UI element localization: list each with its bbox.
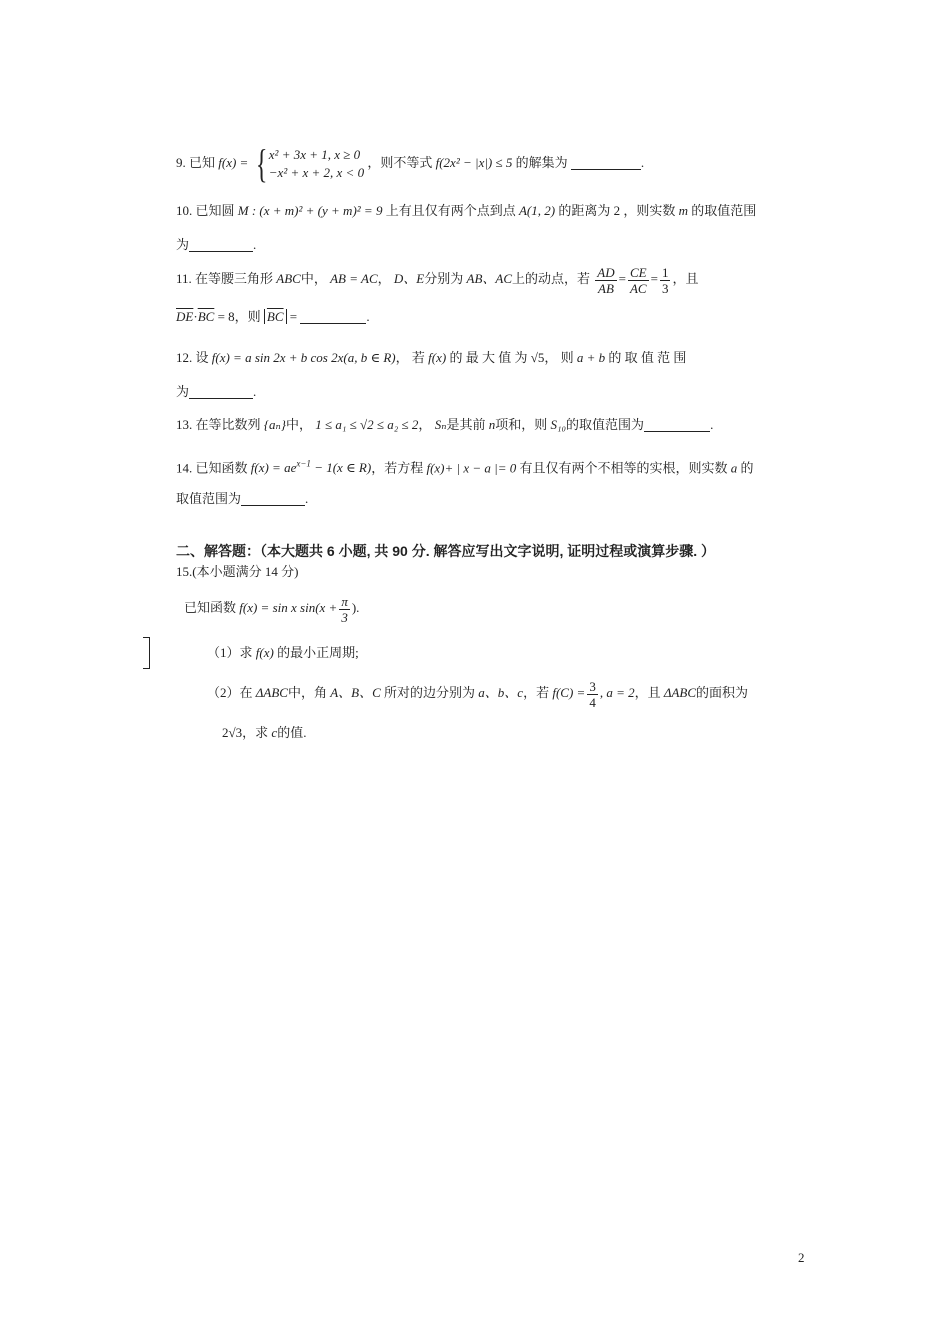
answer-blank xyxy=(300,309,366,324)
q15-triangle: ΔABC xyxy=(255,685,288,700)
section-heading-text: 二、解答题：（本大题共 6 小题, 共 90 分. 解答应写出文字说明, 证明过程或演算步骤. ） xyxy=(176,543,716,559)
q11-vector-de: $\overline{DE}$ xyxy=(176,309,194,324)
question-13 xyxy=(176,416,713,434)
question-15-header xyxy=(176,563,298,581)
q11-text-4: 分别为 xyxy=(424,271,464,286)
q13-sn: Sₙ xyxy=(434,417,447,432)
q10-line2-text: 为 xyxy=(176,237,190,252)
q15-var-c: c xyxy=(271,725,278,740)
q15-part1-text-2: 的最小正周期; xyxy=(277,645,359,660)
q13-text-3: ， xyxy=(418,417,432,432)
question-15-stem xyxy=(184,591,359,625)
q11-segments: AB、AC xyxy=(466,271,513,286)
q12-function: f(x) = a sin 2x + b cos 2x(a, b ∈ R) xyxy=(211,350,396,365)
q10-var: m xyxy=(678,203,688,218)
q11-dot: · xyxy=(193,309,198,324)
q9-inequality: f(2x² − |x|) ≤ 5 xyxy=(435,155,513,170)
q14-line2-text: 取值范围为 xyxy=(176,491,242,506)
q10-end: . xyxy=(253,237,257,252)
question-11-line-2 xyxy=(176,308,370,326)
q15-fc-fraction: $\frac{3}{4}$ xyxy=(589,678,596,710)
q12-text-4: ， 则 xyxy=(544,350,574,365)
q9-piecewise xyxy=(252,141,365,187)
q13-text-5: 项和，则 xyxy=(495,417,548,432)
q14-function: $f(x) = ae^{x-1} - 1(x$ ∈ R) xyxy=(250,459,372,476)
question-11-line-1 xyxy=(176,263,698,296)
q10-text-5: 的取值范围 xyxy=(691,203,757,218)
q15-stem-text: 已知函数 xyxy=(184,600,237,615)
question-15-part-2 xyxy=(207,676,748,710)
section-heading xyxy=(176,542,715,560)
q15-area-value: 2√3 xyxy=(222,725,243,740)
q11-text-6: ，且 xyxy=(672,271,699,286)
q12-fx: f(x) xyxy=(428,350,447,365)
q15-part2-text-4: ，若 xyxy=(523,685,550,700)
question-10-line-1 xyxy=(176,202,756,220)
q13-end: . xyxy=(710,417,714,432)
q15-pi-fraction: $\frac{\pi}{3}$ xyxy=(341,593,348,625)
q15-part1-text: （1）求 xyxy=(207,645,253,660)
q15-angles: A、B、C xyxy=(330,685,381,700)
q13-sequence: {aₙ} xyxy=(263,417,286,432)
question-12-line-2 xyxy=(176,383,256,401)
q9-text-3: 的解集为 xyxy=(515,155,568,170)
q11-eq: = xyxy=(289,309,298,324)
q13-text-2: 中， xyxy=(285,417,312,432)
q14-var: a xyxy=(730,460,738,476)
q11-fraction-2: $\frac{CE}{AC}$ xyxy=(629,264,647,296)
q12-end: . xyxy=(253,384,257,399)
q9-end: . xyxy=(640,155,645,170)
q15-line3-text: ，求 xyxy=(242,725,269,740)
brace-icon: { xyxy=(255,141,267,187)
q11-text-3: ， xyxy=(377,271,391,286)
q11-abs-vector: $\overline{BC}$ xyxy=(266,309,284,324)
q12-max-value: √5 xyxy=(530,350,545,365)
q15-side-a: , a = 2 xyxy=(599,685,635,700)
q12-text-5: 的 取 值 范 围 xyxy=(608,350,687,365)
q15-part2-text: （2）在 xyxy=(207,685,253,700)
q9-case-2: −x² + x + 2, x < 0 xyxy=(268,165,365,181)
q15-triangle-2: ΔABC xyxy=(663,685,697,700)
q9-text-2: ，则不等式 xyxy=(367,155,433,170)
answer-blank xyxy=(644,417,710,432)
q14-text-2: ，若方程 xyxy=(371,460,424,476)
q10-text-4: ，则实数 xyxy=(623,203,676,218)
q11-eq-sign: = xyxy=(618,271,626,286)
q15-part2-text-6: 的面积为 xyxy=(696,685,749,700)
q14-text-4: 的 xyxy=(740,460,754,476)
q11-text-7: ，则 xyxy=(234,309,261,324)
q14-text-3: 有且仅有两个不相等的实根，则实数 xyxy=(519,460,728,476)
q11-fraction-3: $\frac{1}{3}$ xyxy=(661,264,669,296)
q12-line2-text: 为 xyxy=(176,384,190,399)
q13-text: 13. 在等比数列 xyxy=(176,417,261,432)
q11-text-5: 上的动点，若 xyxy=(512,271,591,286)
question-15-part-2-line-2 xyxy=(222,724,306,742)
q13-n: n xyxy=(488,417,496,432)
q14-text: 14. 已知函数 xyxy=(176,460,248,476)
q9-function: f(x) = xyxy=(218,155,249,170)
q9-case-1: x² + 3x + 1, x ≥ 0 xyxy=(268,147,361,163)
q14-equation: f(x)+ | x − a |= 0 xyxy=(426,460,517,476)
q12-text-3: 的 最 大 值 为 xyxy=(449,350,528,365)
q11-triangle: ABC xyxy=(276,271,301,286)
q10-circle: M : (x + m)² + (y + m)² = 9 xyxy=(237,203,383,218)
q13-text-4: 是其前 xyxy=(446,417,486,432)
q9-number: 9. xyxy=(176,155,186,170)
q13-condition: 1 ≤ a₁ ≤ √2 ≤ a₂ ≤ 2 xyxy=(315,417,419,432)
q14-end: . xyxy=(305,491,309,506)
q12-text: 12. 设 xyxy=(176,350,209,365)
page-number: 2 xyxy=(798,1250,805,1265)
q15-sides: a、b、c xyxy=(478,685,524,700)
q15-part2-text-3: 所对的边分别为 xyxy=(384,685,476,700)
q10-text-2: 上有且仅有两个点到点 xyxy=(385,203,516,218)
q15-header-text: 15.(本小题满分 14 分) xyxy=(176,564,299,579)
q11-vector-bc: $\overline{BC}$ xyxy=(197,309,215,324)
question-10-line-2 xyxy=(176,236,256,254)
answer-blank xyxy=(571,155,641,170)
q11-equality: AB = AC xyxy=(330,271,378,286)
q11-end: . xyxy=(366,309,370,324)
q13-text-6: 的取值范围为 xyxy=(566,417,645,432)
q10-text-3: 的距离为 xyxy=(558,203,611,218)
q11-fraction-1: $\frac{AD}{AB}$ xyxy=(597,264,615,296)
q15-part2-text-5: ，且 xyxy=(634,685,661,700)
question-14-line-1 xyxy=(176,455,754,477)
q11-dot-value: = 8 xyxy=(217,309,235,324)
question-9 xyxy=(176,141,645,187)
question-14-line-2 xyxy=(176,490,308,508)
q12-sum: a + b xyxy=(576,350,606,365)
q15-part1-fx: f(x) xyxy=(255,645,274,660)
q11-text: 11. 在等腰三角形 xyxy=(176,271,274,286)
q11-eq-sign-2: = xyxy=(650,271,658,286)
q15-stem-end: ). xyxy=(351,600,360,615)
q13-s10: S₁₀ xyxy=(550,417,567,432)
q10-text: 10. 已知圆 xyxy=(176,203,235,218)
answer-blank xyxy=(189,237,253,252)
answer-blank xyxy=(241,491,305,506)
q15-part2-text-2: 中，角 xyxy=(287,685,327,700)
q12-text-2: ， 若 xyxy=(395,350,425,365)
margin-bracket xyxy=(143,637,150,669)
q15-fc: f(C) = xyxy=(552,685,586,700)
q10-point: A(1, 2) xyxy=(518,203,556,218)
q11-text-2: 中， xyxy=(300,271,327,286)
answer-blank xyxy=(189,384,253,399)
question-12-line-1 xyxy=(176,349,686,367)
q15-function: f(x) = sin x sin(x + xyxy=(239,600,338,615)
q9-text: 已知 xyxy=(189,155,216,170)
q10-distance: 2 xyxy=(613,203,621,218)
q15-line3-text-2: 的值. xyxy=(277,725,307,740)
q11-points: D、E xyxy=(393,271,425,286)
question-15-part-1 xyxy=(207,644,359,662)
